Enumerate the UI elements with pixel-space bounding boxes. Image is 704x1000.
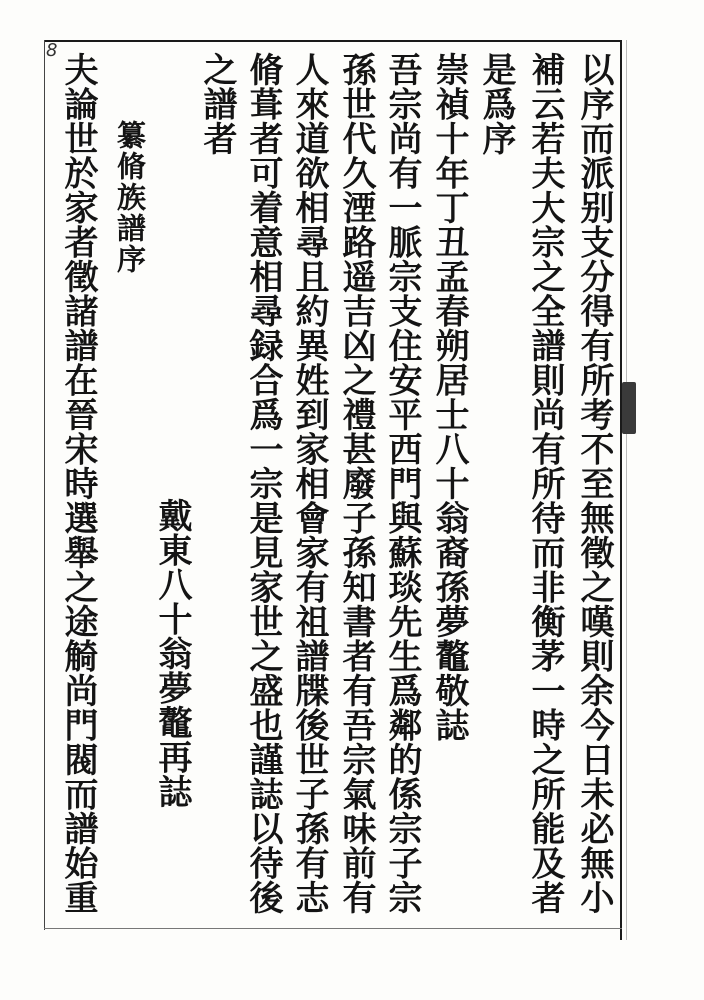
signature-column: 戴東八十翁夢鼇再誌	[152, 498, 192, 809]
text-column-9: 之譜者	[197, 52, 237, 156]
frame-bottom-border	[44, 928, 622, 929]
text-column-5: 吾宗尚有一脈宗支住安平西門與蘇琰先生爲鄰的係宗子宗	[382, 52, 422, 915]
section-heading: 纂脩族譜序	[113, 120, 147, 275]
page-spine	[626, 40, 627, 940]
text-column-6: 孫世代久湮路遥吉凶之禮甚廢子孫知書者有吾宗氣味前有	[336, 52, 376, 915]
text-column-2: 補云若夫大宗之全譜則尚有所待而非衡茅一時之所能及者	[525, 52, 565, 915]
frame-right-border	[620, 40, 622, 940]
text-column-preface: 夫論世於家者徵諸譜在晉宋時選舉之途觭尚門閥而譜始重	[58, 52, 98, 915]
frame-top-border	[44, 40, 622, 42]
binding-tab-mark	[622, 382, 636, 434]
text-column-4-colophon: 崇禎十年丁丑孟春朔居士八十翁裔孫夢鼇敬誌	[429, 52, 469, 742]
frame-left-border	[44, 40, 45, 930]
text-column-8: 脩葺者可着意相尋録合爲一宗是見家世之盛也謹誌以待後	[243, 52, 283, 915]
text-column-3: 是爲序	[476, 52, 516, 156]
text-column-7: 人來道欲相尋且約異姓到家相會家有祖譜牒後世子孫有志	[289, 52, 329, 915]
page-number: 8	[46, 40, 58, 61]
text-column-1: 以序而派别支分得有所考不至無徵之嘆則余今日未必無小	[574, 52, 614, 915]
